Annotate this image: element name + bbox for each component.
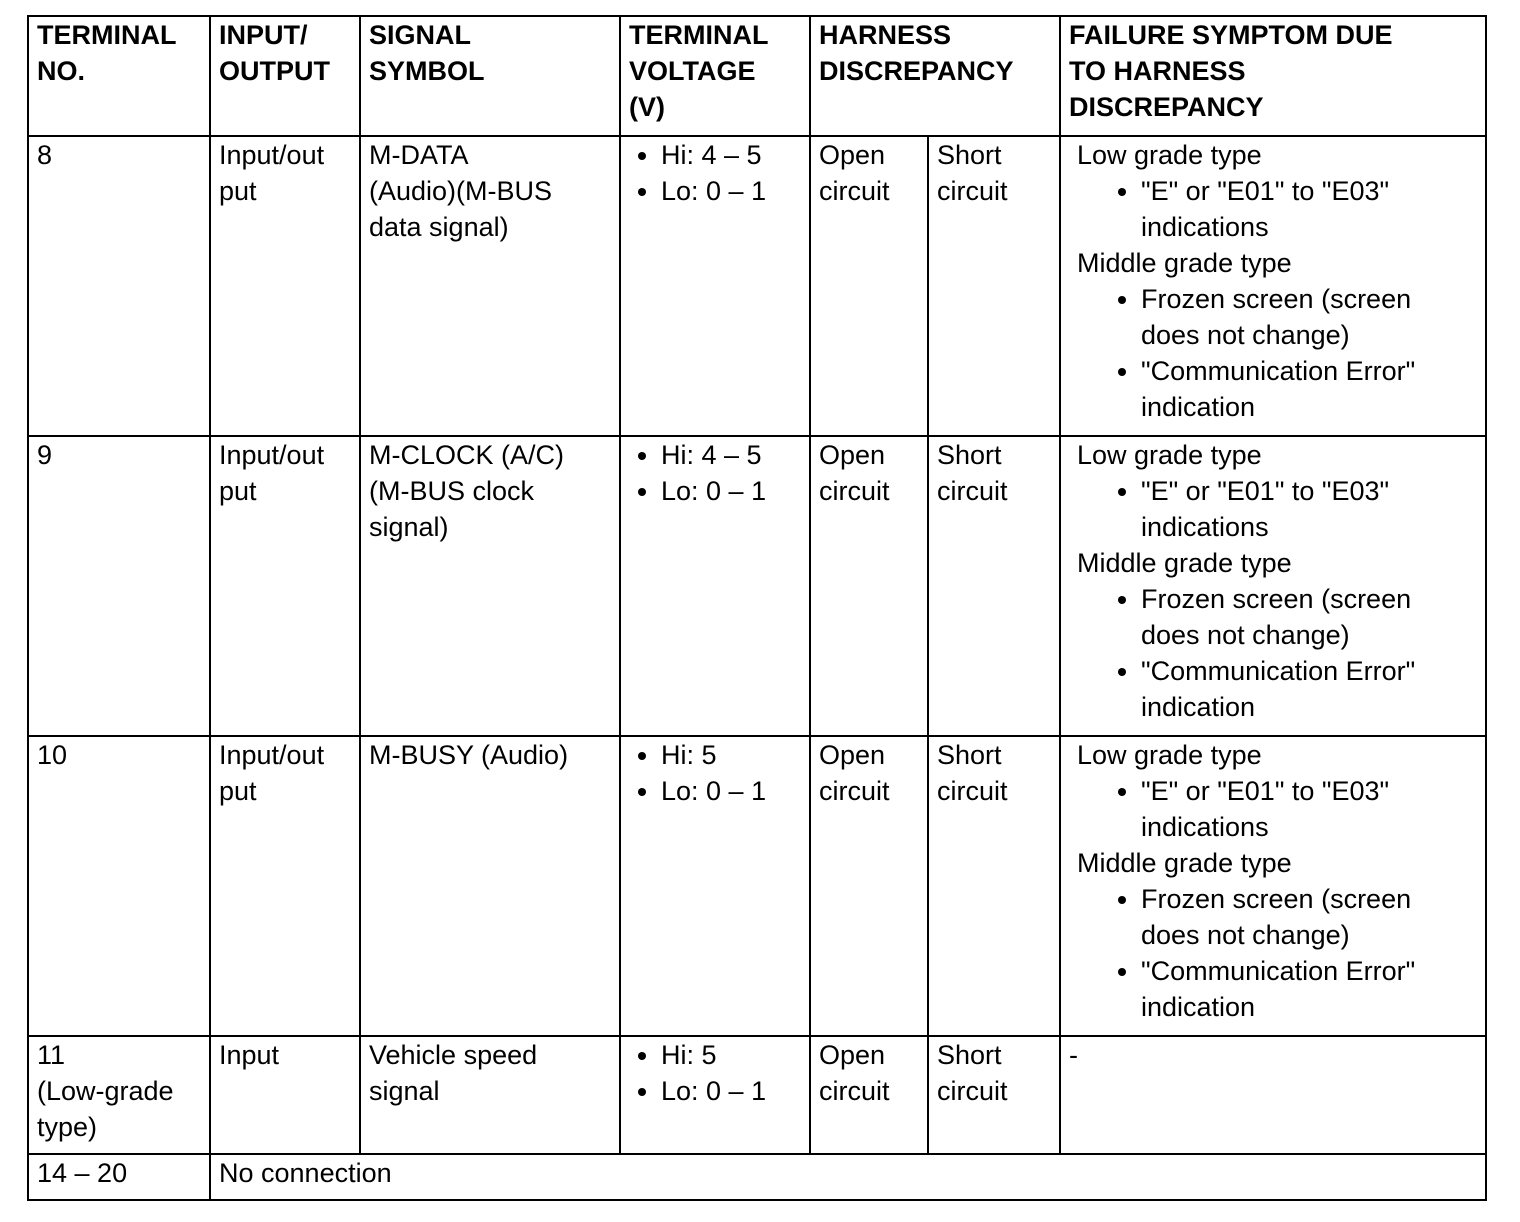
terminal-table bbox=[27, 15, 1487, 1201]
short-circuit-cell bbox=[928, 1036, 1060, 1154]
line: indication bbox=[1141, 992, 1256, 1022]
line: 11 bbox=[37, 1040, 66, 1070]
low-grade-label: Low grade type bbox=[1077, 140, 1262, 170]
line: 10 bbox=[37, 740, 68, 770]
voltage-item: • Hi: 4 – 5 bbox=[661, 137, 801, 173]
voltage-item: • Hi: 5 bbox=[661, 737, 801, 773]
line: Short bbox=[937, 440, 1002, 470]
failure-symptom-cell bbox=[1060, 436, 1486, 736]
middle-grade-label: Middle grade type bbox=[1077, 848, 1292, 878]
open-circuit-cell bbox=[810, 1036, 928, 1154]
line: TERMINAL bbox=[37, 20, 177, 50]
line: Input/out bbox=[219, 440, 325, 470]
line: indications bbox=[1141, 512, 1269, 542]
table-body bbox=[28, 16, 1486, 1200]
signal-symbol-cell bbox=[360, 1036, 620, 1154]
line: circuit bbox=[819, 1076, 890, 1106]
open-circuit-cell bbox=[810, 136, 928, 436]
line: Frozen screen (screen bbox=[1141, 584, 1412, 614]
voltage-item: • Lo: 0 – 1 bbox=[661, 473, 801, 509]
line: indications bbox=[1141, 212, 1269, 242]
terminal-no-cell bbox=[28, 436, 210, 736]
no-connection-cell: No connection bbox=[210, 1154, 1486, 1200]
low-grade-label: Low grade type bbox=[1077, 740, 1262, 770]
line: OUTPUT bbox=[219, 56, 330, 86]
line: (V) bbox=[629, 92, 665, 122]
table-row bbox=[28, 436, 1486, 736]
terminal-voltage-cell bbox=[620, 136, 810, 436]
line: Short bbox=[937, 740, 1002, 770]
signal-symbol-cell bbox=[360, 436, 620, 736]
line: TO HARNESS bbox=[1069, 56, 1246, 86]
line: "E" or "E01" to "E03" bbox=[1141, 776, 1390, 806]
middle-grade-list bbox=[1069, 881, 1477, 1025]
line: Frozen screen (screen bbox=[1141, 884, 1412, 914]
header-failure-symptom bbox=[1060, 16, 1486, 136]
line: Open bbox=[819, 1040, 886, 1070]
line: "E" or "E01" to "E03" bbox=[1141, 476, 1390, 506]
signal-symbol-cell bbox=[360, 136, 620, 436]
header-input-output bbox=[210, 16, 360, 136]
symptom-item bbox=[1141, 581, 1477, 653]
terminal-voltage-cell bbox=[620, 1036, 810, 1154]
header-harness-discrepancy bbox=[810, 16, 1060, 136]
terminal-voltage-cell bbox=[620, 736, 810, 1036]
table-row bbox=[28, 136, 1486, 436]
symptom-item bbox=[1141, 653, 1477, 725]
line: put bbox=[219, 476, 257, 506]
open-circuit-cell bbox=[810, 436, 928, 736]
line: data signal) bbox=[369, 212, 509, 242]
line: M-CLOCK (A/C) bbox=[369, 440, 564, 470]
input-output-cell bbox=[210, 736, 360, 1036]
terminal-no-cell bbox=[28, 736, 210, 1036]
low-grade-list bbox=[1069, 773, 1477, 845]
header-terminal-no bbox=[28, 16, 210, 136]
line: DISCREPANCY bbox=[1069, 92, 1264, 122]
voltage-list bbox=[629, 1037, 801, 1109]
line: DISCREPANCY bbox=[819, 56, 1014, 86]
failure-symptom-cell bbox=[1060, 136, 1486, 436]
short-circuit-cell bbox=[928, 736, 1060, 1036]
line: "Communication Error" bbox=[1141, 656, 1416, 686]
line: Input/out bbox=[219, 740, 325, 770]
short-circuit-cell bbox=[928, 436, 1060, 736]
line: does not change) bbox=[1141, 320, 1350, 350]
line: circuit bbox=[937, 476, 1008, 506]
line: Vehicle speed bbox=[369, 1040, 538, 1070]
voltage-list bbox=[629, 137, 801, 209]
line: M-DATA bbox=[369, 140, 469, 170]
middle-grade-list bbox=[1069, 581, 1477, 725]
line: circuit bbox=[819, 476, 890, 506]
line: indications bbox=[1141, 812, 1269, 842]
table-row bbox=[28, 736, 1486, 1036]
line: circuit bbox=[937, 776, 1008, 806]
terminal-no-cell bbox=[28, 136, 210, 436]
symptom-item bbox=[1141, 353, 1477, 425]
symptom-item bbox=[1141, 281, 1477, 353]
line: 8 bbox=[37, 140, 53, 170]
voltage-list bbox=[629, 437, 801, 509]
table-row bbox=[28, 1036, 1486, 1154]
line: Open bbox=[819, 740, 886, 770]
line: Open bbox=[819, 140, 886, 170]
open-circuit-cell bbox=[810, 736, 928, 1036]
table-row bbox=[28, 1154, 1486, 1200]
line: Open bbox=[819, 440, 886, 470]
low-grade-list bbox=[1069, 473, 1477, 545]
line: "Communication Error" bbox=[1141, 356, 1416, 386]
voltage-item: • Lo: 0 – 1 bbox=[661, 773, 801, 809]
line: circuit bbox=[937, 176, 1008, 206]
input-output-cell bbox=[210, 1036, 360, 1154]
line: does not change) bbox=[1141, 620, 1350, 650]
header-row bbox=[28, 16, 1486, 136]
line: SYMBOL bbox=[369, 56, 485, 86]
symptom-item bbox=[1141, 881, 1477, 953]
line: circuit bbox=[937, 1076, 1008, 1106]
line: Input/out bbox=[219, 140, 325, 170]
input-output-cell bbox=[210, 436, 360, 736]
line: Short bbox=[937, 1040, 1002, 1070]
line: put bbox=[219, 776, 257, 806]
short-circuit-cell bbox=[928, 136, 1060, 436]
middle-grade-list bbox=[1069, 281, 1477, 425]
line: (Audio)(M-BUS bbox=[369, 176, 553, 206]
voltage-item: • Hi: 4 – 5 bbox=[661, 437, 801, 473]
line: VOLTAGE bbox=[629, 56, 756, 86]
header-signal-symbol bbox=[360, 16, 620, 136]
low-grade-label: Low grade type bbox=[1077, 440, 1262, 470]
input-output-cell bbox=[210, 136, 360, 436]
line: type) bbox=[37, 1112, 98, 1142]
header-terminal-voltage bbox=[620, 16, 810, 136]
line: SIGNAL bbox=[369, 20, 472, 50]
line: (M-BUS clock bbox=[369, 476, 535, 506]
line: Input bbox=[219, 1040, 280, 1070]
line: circuit bbox=[819, 176, 890, 206]
terminal-no-cell: 14 – 20 bbox=[28, 1154, 210, 1200]
symptom-item bbox=[1141, 953, 1477, 1025]
signal-symbol-cell bbox=[360, 736, 620, 1036]
terminal-voltage-cell bbox=[620, 436, 810, 736]
line: HARNESS bbox=[819, 20, 952, 50]
line: NO. bbox=[37, 56, 86, 86]
voltage-item: • Hi: 5 bbox=[661, 1037, 801, 1073]
failure-symptom-cell bbox=[1060, 736, 1486, 1036]
line: indication bbox=[1141, 392, 1256, 422]
line: put bbox=[219, 176, 257, 206]
symptom-item bbox=[1141, 773, 1477, 845]
voltage-item: • Lo: 0 – 1 bbox=[661, 1073, 801, 1109]
line: signal bbox=[369, 1076, 440, 1106]
middle-grade-label: Middle grade type bbox=[1077, 548, 1292, 578]
line: indication bbox=[1141, 692, 1256, 722]
line: TERMINAL bbox=[629, 20, 769, 50]
line: does not change) bbox=[1141, 920, 1350, 950]
line: signal) bbox=[369, 512, 449, 542]
symptom-item bbox=[1141, 473, 1477, 545]
terminal-no-cell bbox=[28, 1036, 210, 1154]
low-grade-list bbox=[1069, 173, 1477, 245]
symptom-item bbox=[1141, 173, 1477, 245]
line: 9 bbox=[37, 440, 53, 470]
line: Frozen screen (screen bbox=[1141, 284, 1412, 314]
line: FAILURE SYMPTOM DUE bbox=[1069, 20, 1393, 50]
line: (Low-grade bbox=[37, 1076, 174, 1106]
line: M-BUSY (Audio) bbox=[369, 740, 569, 770]
line: "E" or "E01" to "E03" bbox=[1141, 176, 1390, 206]
line: circuit bbox=[819, 776, 890, 806]
line: "Communication Error" bbox=[1141, 956, 1416, 986]
failure-symptom-cell: - bbox=[1060, 1036, 1486, 1154]
voltage-list bbox=[629, 737, 801, 809]
voltage-item: • Lo: 0 – 1 bbox=[661, 173, 801, 209]
line: INPUT/ bbox=[219, 20, 308, 50]
line: Short bbox=[937, 140, 1002, 170]
middle-grade-label: Middle grade type bbox=[1077, 248, 1292, 278]
